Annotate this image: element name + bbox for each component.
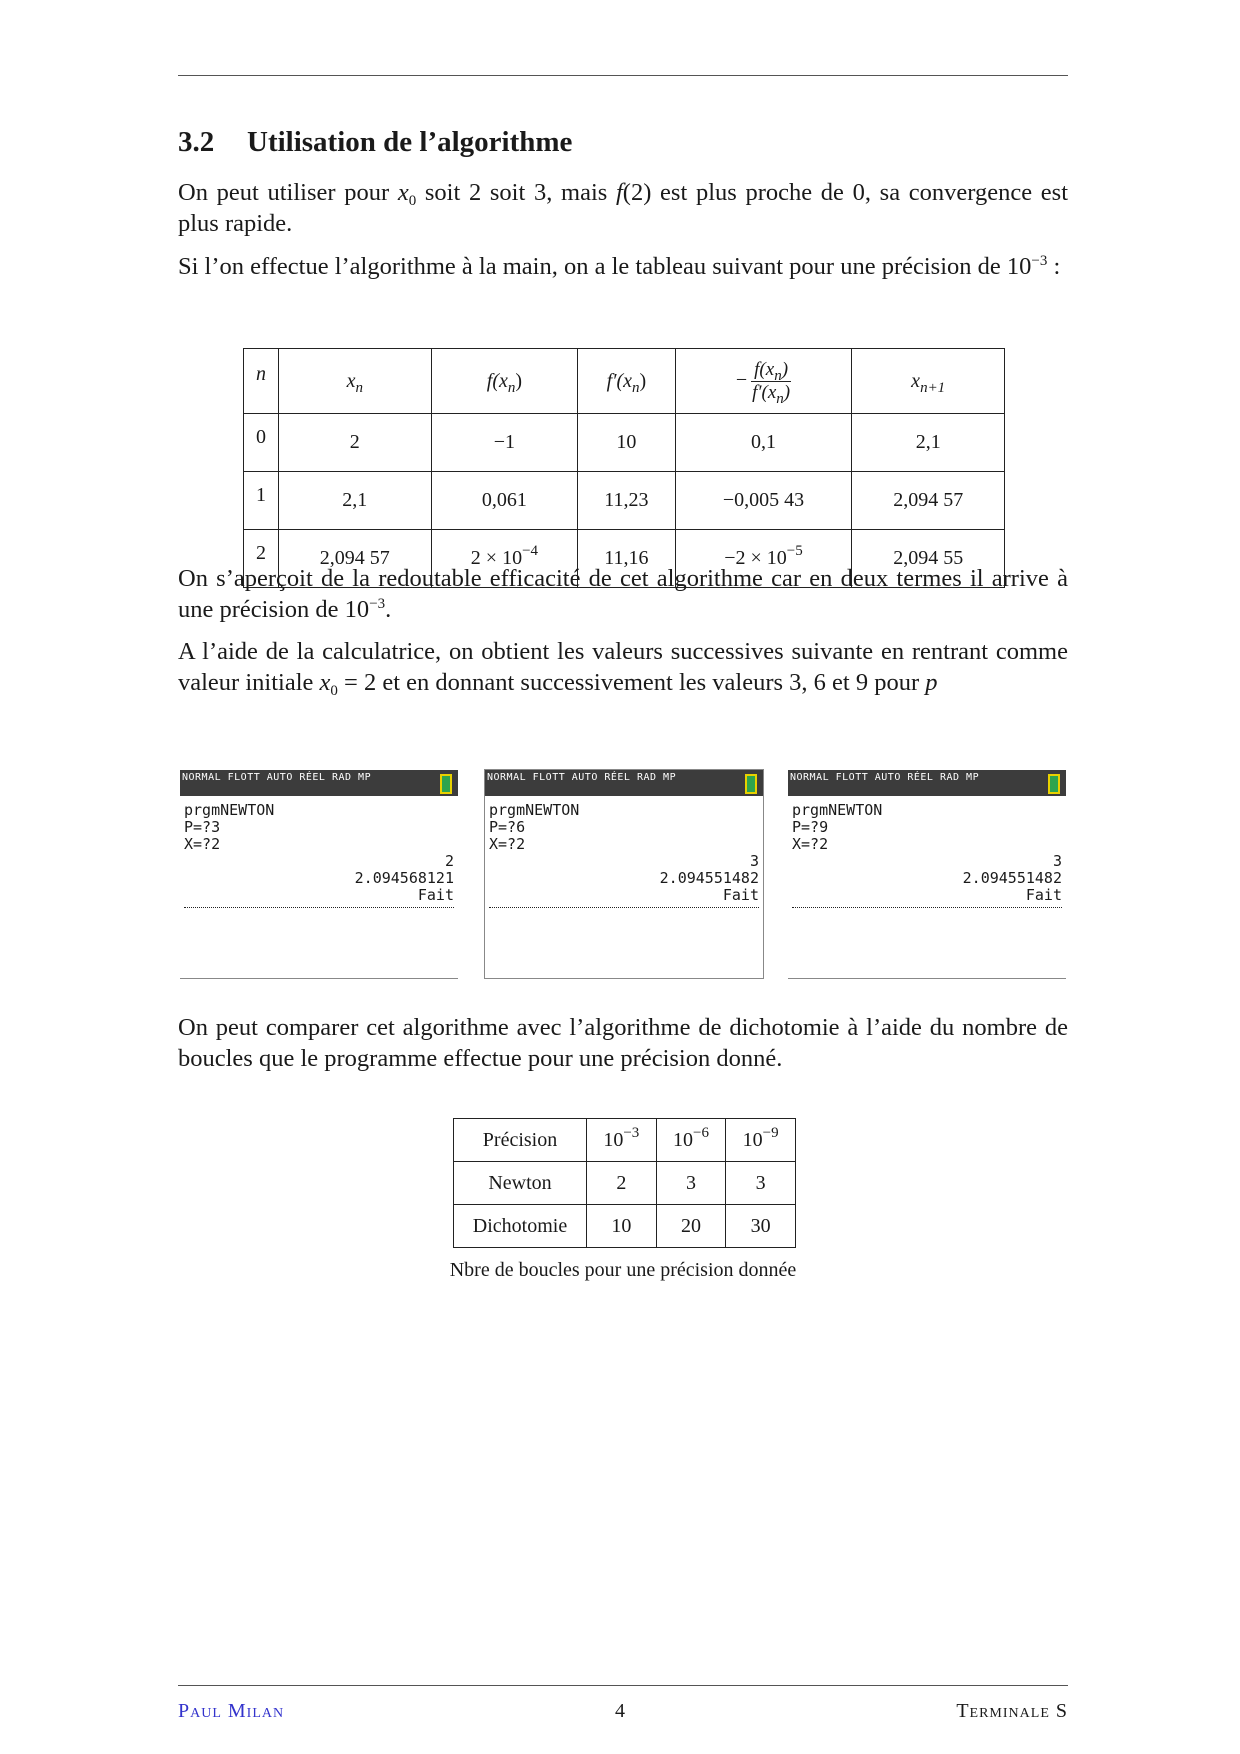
header-rule (178, 75, 1068, 76)
header-xn1: $x_{n+1}$ (852, 349, 1005, 414)
footer-class: Terminale S (956, 1700, 1068, 1722)
table-row: 0 2 −1 10 0,1 2,1 (244, 414, 1005, 472)
loops-comparison-table (453, 1118, 796, 1248)
calculator-screen-p6: NORMAL FLOTT AUTO RÉEL RAD MP prgmNEWTON P=?6 X=?2 3 2.094551482 Fait (484, 769, 764, 979)
section-heading: Utilisation de l’algorithme (247, 126, 573, 158)
paragraph-calculator: A l’aide de la calculatrice, on obtient les valeurs successives suivante en rentrant comme valeur initiale $x_0 = 2$ et en donnant successivement les valeurs 3, 6 et 9 pour p (178, 638, 1068, 699)
battery-icon (440, 774, 452, 794)
newton-iteration-table (243, 348, 1005, 588)
calculator-screen-p3: NORMAL FLOTT AUTO RÉEL RAD MP prgmNEWTON P=?3 X=?2 2 2.094568121 Fait (180, 770, 458, 979)
table-caption: Nbre de boucles pour une précision donnée (449, 1259, 797, 1281)
status-bar: NORMAL FLOTT AUTO RÉEL RAD MP (788, 770, 1066, 796)
calculator-screen-p9: NORMAL FLOTT AUTO RÉEL RAD MP prgmNEWTON P=?9 X=?2 3 2.094551482 Fait (788, 770, 1066, 979)
table-row: 2 2,094 57 $2 \times 10^{-4}$ 11,16 $-2 \times 10^{-5}$ 2,094 55 (244, 530, 1005, 588)
footer-author: Paul Milan (178, 1700, 285, 1722)
paragraph-efficiency: On s’aperçoit de la redoutable efficacité de cet algorithme car en deux termes il arrive à une précision de $10^{-3}$. (178, 565, 1068, 623)
battery-icon (1048, 774, 1060, 794)
table-row: Dichotomie 10 20 30 (454, 1205, 796, 1248)
section-title (178, 126, 572, 159)
table-row: 1 2,1 0,061 11,23 −0,005 43 2,094 57 (244, 472, 1005, 530)
header-n: n (244, 349, 279, 414)
table-header-row: Précision $10^{-3}$ $10^{-6}$ $10^{-9}$ (454, 1119, 796, 1162)
table-header-row (244, 349, 1005, 414)
paragraph-intro: On peut utiliser pour $x_0$ soit 2 soit 3, mais f(2) est plus proche de 0, sa convergence est plus rapide. (178, 179, 1068, 237)
section-number: 3.2 (178, 126, 215, 158)
header-fpxn: $f'(x_n)$ (578, 349, 675, 414)
table-row: Newton 2 3 3 (454, 1162, 796, 1205)
status-bar: NORMAL FLOTT AUTO RÉEL RAD MP (485, 770, 763, 796)
header-fxn: $f(x_n)$ (431, 349, 578, 414)
header-ratio: − $\frac{f(x_n)}{f'(x_n)}$ (675, 349, 852, 414)
battery-icon (745, 774, 757, 794)
page-number: 4 (615, 1700, 625, 1722)
header-xn: $x_n$ (279, 349, 432, 414)
status-bar: NORMAL FLOTT AUTO RÉEL RAD MP (180, 770, 458, 796)
footer-rule (178, 1685, 1068, 1686)
paragraph-compare: On peut comparer cet algorithme avec l’algorithme de dichotomie à l’aide du nombre de boucles que le programme effectue pour une précision donné. (178, 1014, 1068, 1072)
paragraph-table-intro: Si l’on effectue l’algorithme à la main, on a le tableau suivant pour une précision de $10^{-3}$ : (178, 253, 1061, 280)
